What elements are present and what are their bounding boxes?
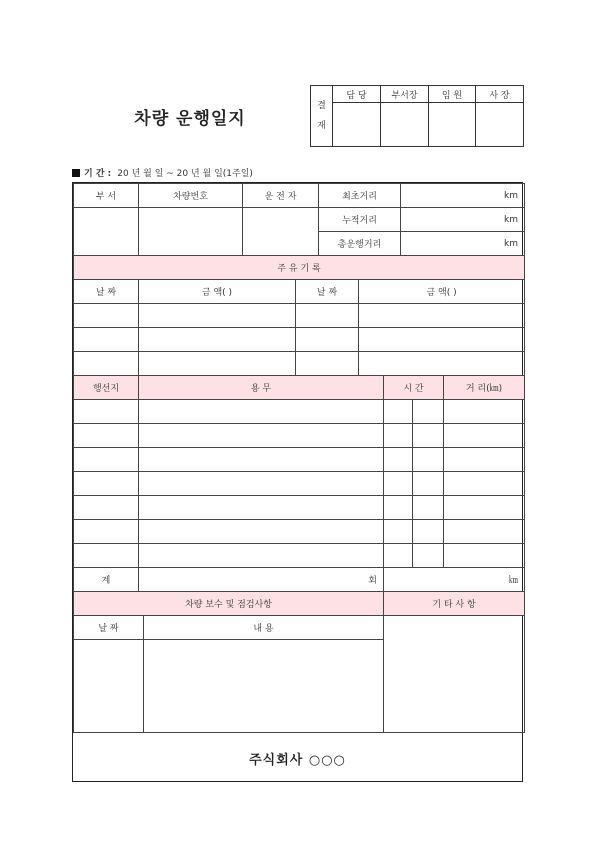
trip-cell[interactable] <box>74 496 139 520</box>
trip-cell[interactable] <box>384 424 413 448</box>
trip-cell[interactable] <box>413 544 444 568</box>
maintenance-section-title: 차량 보수 및 점검사항 <box>74 592 384 616</box>
trip-cell[interactable] <box>74 544 139 568</box>
total-distance-unit: ㎞ <box>384 568 525 592</box>
notes-section-title: 기 타 사 항 <box>384 592 525 616</box>
car-number-header: 차량번호 <box>139 184 243 208</box>
trip-cell[interactable] <box>413 520 444 544</box>
table-row <box>74 544 525 568</box>
fuel-cell[interactable] <box>139 304 296 328</box>
fuel-cell[interactable] <box>139 352 296 376</box>
destination-header: 행선지 <box>74 376 139 400</box>
trip-cell[interactable] <box>74 520 139 544</box>
fuel-amount-header: 금 액( ) <box>139 280 296 304</box>
trip-cell[interactable] <box>444 496 525 520</box>
fuel-cell[interactable] <box>359 304 525 328</box>
trip-cell[interactable] <box>139 520 384 544</box>
approval-side-top: 결 <box>317 101 326 111</box>
purpose-header: 용 무 <box>139 376 384 400</box>
approval-sign-box[interactable] <box>381 103 429 147</box>
maintenance-content-cell[interactable] <box>144 640 384 733</box>
approval-sign-box[interactable] <box>476 103 524 147</box>
trip-cell[interactable] <box>384 400 413 424</box>
fuel-cell[interactable] <box>359 328 525 352</box>
cumulative-distance-label: 누적거리 <box>319 208 401 232</box>
total-label: 계 <box>74 568 139 592</box>
table-row <box>74 520 525 544</box>
approval-sign-box[interactable] <box>429 103 476 147</box>
table-row <box>74 352 525 376</box>
trip-cell[interactable] <box>74 472 139 496</box>
trip-cell[interactable] <box>384 472 413 496</box>
trip-cell[interactable] <box>413 424 444 448</box>
approval-header-dept-head: 부서장 <box>381 86 429 103</box>
trip-cell[interactable] <box>413 448 444 472</box>
trip-cell[interactable] <box>444 448 525 472</box>
fuel-date-header: 날 짜 <box>296 280 359 304</box>
period-line <box>72 166 253 179</box>
trip-cell[interactable] <box>74 400 139 424</box>
company-name: 주식회사 ○○○ <box>73 732 522 783</box>
total-distance-label: 총운행거리 <box>319 232 401 256</box>
maintenance-date-cell[interactable] <box>74 640 144 733</box>
notes-cell[interactable] <box>384 616 525 733</box>
fuel-cell[interactable] <box>74 352 139 376</box>
approval-sign-box[interactable] <box>333 103 381 147</box>
trip-cell[interactable] <box>384 448 413 472</box>
time-header: 시 간 <box>384 376 444 400</box>
total-row <box>74 568 525 592</box>
initial-distance-label: 최초거리 <box>319 184 401 208</box>
trip-cell[interactable] <box>74 424 139 448</box>
fuel-cell[interactable] <box>296 352 359 376</box>
trip-cell[interactable] <box>444 424 525 448</box>
table-row <box>74 304 525 328</box>
period-value: 20 년 월 일 ~ 20 년 월 일(1주일) <box>117 169 253 179</box>
trip-cell[interactable] <box>444 400 525 424</box>
table-row <box>74 496 525 520</box>
table-row <box>74 328 525 352</box>
approval-side-bottom: 재 <box>317 121 326 131</box>
trip-cell[interactable] <box>384 496 413 520</box>
trip-cell[interactable] <box>139 400 384 424</box>
trip-count-unit: 회 <box>139 568 384 592</box>
table-row <box>74 472 525 496</box>
fuel-record-table <box>73 255 525 376</box>
maintenance-content-header: 내 용 <box>144 616 384 640</box>
trip-cell[interactable] <box>139 448 384 472</box>
fuel-amount-header: 금 액( ) <box>359 280 525 304</box>
trip-cell[interactable] <box>444 520 525 544</box>
trip-distance-header: 거 리(㎞) <box>444 376 525 400</box>
trip-cell[interactable] <box>413 472 444 496</box>
fuel-cell[interactable] <box>359 352 525 376</box>
trip-cell[interactable] <box>139 424 384 448</box>
square-bullet-icon <box>72 169 80 177</box>
vehicle-info-table <box>73 183 525 256</box>
maintenance-date-header: 날 짜 <box>74 616 144 640</box>
approval-table <box>310 85 524 147</box>
trip-cell[interactable] <box>444 544 525 568</box>
fuel-section-title: 주 유 기 록 <box>74 256 525 280</box>
approval-side-label <box>311 86 333 147</box>
table-row <box>74 400 525 424</box>
driver-cell[interactable] <box>243 208 319 256</box>
fuel-cell[interactable] <box>296 328 359 352</box>
period-label: 기 간 : <box>84 169 112 179</box>
trip-cell[interactable] <box>384 544 413 568</box>
car-number-cell[interactable] <box>139 208 243 256</box>
dept-cell[interactable] <box>74 208 139 256</box>
fuel-date-header: 날 짜 <box>74 280 139 304</box>
fuel-cell[interactable] <box>74 304 139 328</box>
trip-record-table <box>73 375 525 592</box>
distance-unit: km <box>401 208 525 232</box>
fuel-cell[interactable] <box>139 328 296 352</box>
log-form <box>72 182 523 782</box>
trip-cell[interactable] <box>384 520 413 544</box>
maintenance-table <box>73 591 525 733</box>
trip-cell[interactable] <box>413 400 444 424</box>
approval-header-president: 사 장 <box>476 86 524 103</box>
trip-cell[interactable] <box>413 496 444 520</box>
distance-unit: km <box>401 232 525 256</box>
approval-header-executive: 임 원 <box>429 86 476 103</box>
trip-cell[interactable] <box>74 448 139 472</box>
trip-cell[interactable] <box>444 472 525 496</box>
table-row <box>74 448 525 472</box>
approval-header-manager: 담 당 <box>333 86 381 103</box>
dept-header: 부 서 <box>74 184 139 208</box>
trip-cell[interactable] <box>139 496 384 520</box>
trip-cell[interactable] <box>139 472 384 496</box>
trip-cell[interactable] <box>139 544 384 568</box>
fuel-cell[interactable] <box>74 328 139 352</box>
distance-unit: km <box>401 184 525 208</box>
table-row <box>74 424 525 448</box>
driver-header: 운 전 자 <box>243 184 319 208</box>
fuel-cell[interactable] <box>296 304 359 328</box>
document-title: 차량 운행일지 <box>134 109 246 129</box>
